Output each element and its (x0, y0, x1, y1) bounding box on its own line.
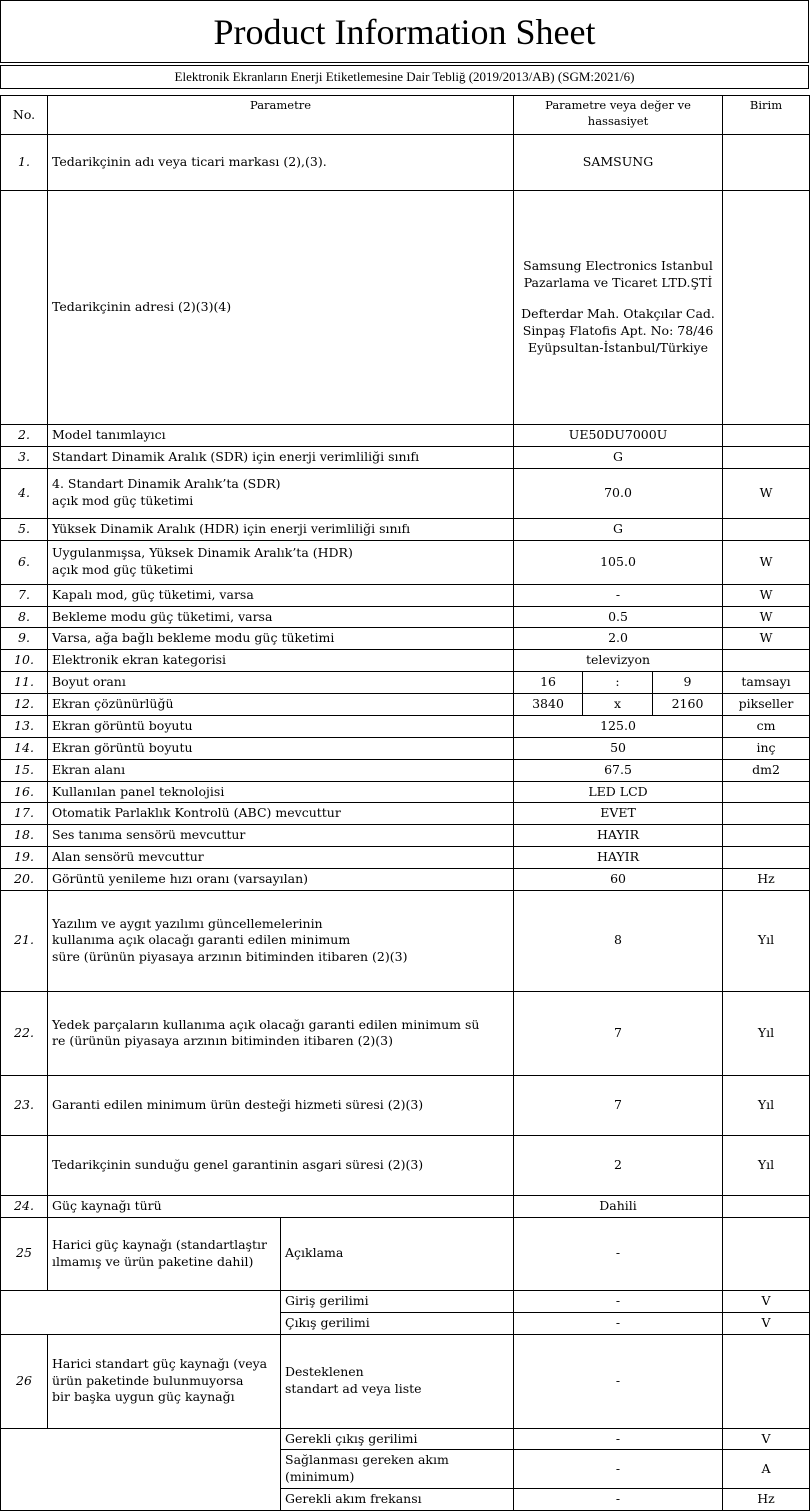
table-row (1, 650, 810, 672)
row-parameter: Yedek parçaların kullanıma açık olacağı garanti edilen minimum sü re (ürünün piyasaya arzının bitiminden itibaren (2)(3) (48, 991, 514, 1075)
row-value: EVET (514, 803, 723, 825)
row-number: 22. (1, 991, 48, 1075)
row-parameter: Ekran görüntü boyutu (48, 715, 514, 737)
row-unit (723, 1334, 810, 1428)
page-title: Product Information Sheet (0, 0, 809, 63)
row-parameter: Güç kaynağı türü (48, 1195, 514, 1217)
table-row (1, 847, 810, 869)
row-parameter: Tedarikçinin adresi (2)(3)(4) (48, 191, 514, 425)
table-row (1, 991, 810, 1075)
row-parameter: Tedarikçinin adı veya ticari markası (2),(3). (48, 135, 514, 191)
row-value: 70.0 (514, 468, 723, 518)
row-number: 18. (1, 825, 48, 847)
aspect-ratio-separator: : (583, 672, 653, 694)
row-parameter: Harici güç kaynağı (standartlaştır ılmamış ve ürün paketine dahil) (48, 1217, 281, 1290)
table-row (1, 518, 810, 540)
row-unit: tamsayı (723, 672, 810, 694)
row-value: 50 (514, 737, 723, 759)
row-unit (723, 425, 810, 447)
row-unit: W (723, 606, 810, 628)
row-value: - (514, 1290, 723, 1312)
row-number: 16. (1, 781, 48, 803)
row-number: 19. (1, 847, 48, 869)
row-number: 26 (1, 1334, 48, 1428)
row-unit (723, 135, 810, 191)
row-unit (723, 191, 810, 425)
header-parameter: Parametre (48, 96, 514, 135)
empty-cell (1, 1428, 281, 1511)
row-value: 2 (514, 1135, 723, 1195)
row-unit (723, 1195, 810, 1217)
table-row (1, 781, 810, 803)
row-subparameter: Gerekli çıkış gerilimi (281, 1428, 514, 1450)
row-value: - (514, 1334, 723, 1428)
row-parameter: Ekran çözünürlüğü (48, 694, 514, 716)
row-parameter: Uygulanmışsa, Yüksek Dinamik Aralık’ta (HDR) açık mod güç tüketimi (48, 540, 514, 584)
row-subparameter: Desteklenen standart ad veya liste (281, 1334, 514, 1428)
regulation-subtitle: Elektronik Ekranların Enerji Etiketlemesine Dair Tebliğ (2019/2013/AB) (SGM:2021/6) (0, 65, 809, 89)
resolution-width: 3840 (514, 694, 583, 716)
table-row (1, 1290, 810, 1312)
row-value: HAYIR (514, 825, 723, 847)
row-parameter: Standart Dinamik Aralık (SDR) için enerji verimliliği sınıfı (48, 446, 514, 468)
row-parameter: Alan sensörü mevcuttur (48, 847, 514, 869)
table-header-row (1, 96, 810, 135)
table-row (1, 869, 810, 891)
row-unit: Hz (723, 1489, 810, 1511)
row-number: 6. (1, 540, 48, 584)
row-parameter: Yazılım ve aygıt yazılımı güncellemelerinin kullanıma açık olacağı garanti edilen minimum süre (ürünün piyasaya arzının bitiminden itibaren (2)(3) (48, 890, 514, 991)
table-row (1, 584, 810, 606)
row-unit (723, 1217, 810, 1290)
row-unit: Yıl (723, 890, 810, 991)
row-number: 20. (1, 869, 48, 891)
row-number (1, 1135, 48, 1195)
header-unit: Birim (723, 96, 810, 135)
row-number: 23. (1, 1075, 48, 1135)
table-row (1, 425, 810, 447)
row-number: 11. (1, 672, 48, 694)
row-unit: pikseller (723, 694, 810, 716)
row-parameter: Yüksek Dinamik Aralık (HDR) için enerji verimliliği sınıfı (48, 518, 514, 540)
row-unit: W (723, 584, 810, 606)
row-unit: W (723, 468, 810, 518)
row-number: 7. (1, 584, 48, 606)
row-unit: dm2 (723, 759, 810, 781)
row-subparameter: Gerekli akım frekansı (281, 1489, 514, 1511)
row-number: 3. (1, 446, 48, 468)
row-parameter: Harici standart güç kaynağı (veya ürün paketinde bulunmuyorsa bir başka uygun güç kaynağı (48, 1334, 281, 1428)
table-row (1, 468, 810, 518)
row-unit: A (723, 1450, 810, 1489)
row-parameter: Kullanılan panel teknolojisi (48, 781, 514, 803)
row-parameter: Kapalı mod, güç tüketimi, varsa (48, 584, 514, 606)
row-unit: V (723, 1312, 810, 1334)
table-row (1, 1217, 810, 1290)
row-value: - (514, 1217, 723, 1290)
row-unit: Yıl (723, 991, 810, 1075)
row-parameter: Tedarikçinin sunduğu genel garantinin asgari süresi (2)(3) (48, 1135, 514, 1195)
row-parameter: 4. Standart Dinamik Aralık’ta (SDR) açık mod güç tüketimi (48, 468, 514, 518)
row-parameter: Garanti edilen minimum ürün desteği hizmeti süresi (2)(3) (48, 1075, 514, 1135)
row-value: - (514, 1450, 723, 1489)
row-number: 5. (1, 518, 48, 540)
table-row (1, 1334, 810, 1428)
row-value: LED LCD (514, 781, 723, 803)
row-number: 10. (1, 650, 48, 672)
row-value: 125.0 (514, 715, 723, 737)
row-value: UE50DU7000U (514, 425, 723, 447)
row-value: 7 (514, 991, 723, 1075)
row-number: 25 (1, 1217, 48, 1290)
table-row (1, 540, 810, 584)
row-value: 60 (514, 869, 723, 891)
resolution-separator: x (583, 694, 653, 716)
row-value: 105.0 (514, 540, 723, 584)
row-number: 8. (1, 606, 48, 628)
row-value: 0.5 (514, 606, 723, 628)
row-unit: cm (723, 715, 810, 737)
row-unit: W (723, 628, 810, 650)
row-value (514, 191, 723, 425)
row-number: 1. (1, 135, 48, 191)
empty-cell (1, 1290, 281, 1334)
table-row (1, 1135, 810, 1195)
table-row (1, 890, 810, 991)
header-value: Parametre veya değer ve hassasiyet (514, 96, 723, 135)
row-parameter: Ekran görüntü boyutu (48, 737, 514, 759)
aspect-ratio-height: 9 (653, 672, 723, 694)
table-row (1, 759, 810, 781)
row-value: - (514, 584, 723, 606)
header-no: No. (1, 96, 48, 135)
row-subparameter: Giriş gerilimi (281, 1290, 514, 1312)
row-parameter: Varsa, ağa bağlı bekleme modu güç tüketimi (48, 628, 514, 650)
row-parameter: Model tanımlayıcı (48, 425, 514, 447)
table-row (1, 1428, 810, 1450)
row-unit (723, 650, 810, 672)
row-value: - (514, 1312, 723, 1334)
row-subparameter: Çıkış gerilimi (281, 1312, 514, 1334)
row-unit (723, 781, 810, 803)
row-number: 12. (1, 694, 48, 716)
row-value: televizyon (514, 650, 723, 672)
row-parameter: Elektronik ekran kategorisi (48, 650, 514, 672)
row-value: - (514, 1489, 723, 1511)
row-value: 7 (514, 1075, 723, 1135)
row-number: 14. (1, 737, 48, 759)
row-subparameter: Açıklama (281, 1217, 514, 1290)
row-unit: Yıl (723, 1135, 810, 1195)
row-value: G (514, 446, 723, 468)
table-row (1, 1195, 810, 1217)
row-unit: Yıl (723, 1075, 810, 1135)
row-parameter: Bekleme modu güç tüketimi, varsa (48, 606, 514, 628)
table-row (1, 737, 810, 759)
row-unit: V (723, 1428, 810, 1450)
row-value: G (514, 518, 723, 540)
table-row (1, 628, 810, 650)
table-row (1, 1075, 810, 1135)
row-unit (723, 446, 810, 468)
table-row (1, 446, 810, 468)
row-number: 17. (1, 803, 48, 825)
row-parameter: Ekran alanı (48, 759, 514, 781)
table-row (1, 694, 810, 716)
row-number: 21. (1, 890, 48, 991)
table-row (1, 135, 810, 191)
row-parameter: Otomatik Parlaklık Kontrolü (ABC) mevcuttur (48, 803, 514, 825)
row-unit: Hz (723, 869, 810, 891)
row-value: SAMSUNG (514, 135, 723, 191)
row-value: 8 (514, 890, 723, 991)
row-unit (723, 847, 810, 869)
row-value: - (514, 1428, 723, 1450)
row-number: 13. (1, 715, 48, 737)
row-number: 9. (1, 628, 48, 650)
supplier-name: Samsung Electronics Istanbul Pazarlama ve Ticaret LTD.ŞTİ (523, 258, 713, 291)
row-unit: inç (723, 737, 810, 759)
table-row (1, 672, 810, 694)
row-value: 67.5 (514, 759, 723, 781)
table-row (1, 825, 810, 847)
row-unit (723, 803, 810, 825)
supplier-address: Defterdar Mah. Otakçılar Cad. Sinpaş Flatofis Apt. No: 78/46 Eyüpsultan-İstanbul/Türkiye (521, 306, 715, 355)
row-number: 2. (1, 425, 48, 447)
row-parameter: Ses tanıma sensörü mevcuttur (48, 825, 514, 847)
row-number (1, 191, 48, 425)
row-number: 15. (1, 759, 48, 781)
row-unit (723, 518, 810, 540)
row-value: Dahili (514, 1195, 723, 1217)
table-row (1, 715, 810, 737)
row-number: 24. (1, 1195, 48, 1217)
row-parameter: Boyut oranı (48, 672, 514, 694)
row-value: 2.0 (514, 628, 723, 650)
table-row (1, 191, 810, 425)
row-parameter: Görüntü yenileme hızı oranı (varsayılan) (48, 869, 514, 891)
product-info-table (0, 95, 810, 1511)
row-subparameter: Sağlanması gereken akım (minimum) (281, 1450, 514, 1489)
row-unit: V (723, 1290, 810, 1312)
table-row (1, 606, 810, 628)
row-number: 4. (1, 468, 48, 518)
resolution-height: 2160 (653, 694, 723, 716)
row-unit: W (723, 540, 810, 584)
aspect-ratio-width: 16 (514, 672, 583, 694)
row-unit (723, 825, 810, 847)
row-value: HAYIR (514, 847, 723, 869)
table-row (1, 803, 810, 825)
